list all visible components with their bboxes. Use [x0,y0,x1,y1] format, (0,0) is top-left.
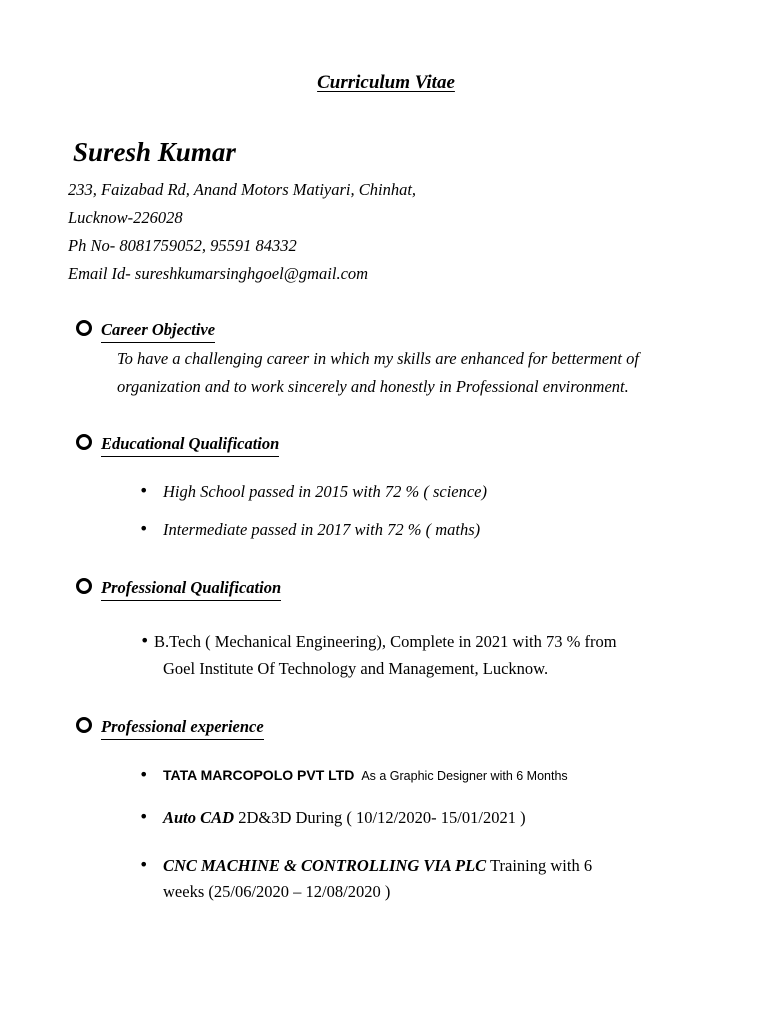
cnc-detail: Training with 6 [486,856,593,875]
professional-qualification-bullet-icon [76,578,92,594]
list-bullet-icon: • [139,481,149,500]
experience-bullet-icon [76,717,92,733]
list-bullet-icon: • [139,855,149,874]
career-objective-line-1: To have a challenging career in which my skills are enhanced for betterment of [117,349,639,368]
professional-qualification-heading: Professional Qualification [101,578,281,601]
autocad-label: Auto CAD [163,808,235,827]
list-bullet-icon: • [139,765,149,784]
experience-item-autocad [163,808,526,828]
candidate-name: Suresh Kumar [73,137,236,167]
experience-item-tata [163,767,568,785]
education-item-high-school: High School passed in 2015 with 72 % ( science) [163,482,487,501]
list-bullet-icon: • [139,519,149,538]
tata-company-name: TATA MARCOPOLO PVT LTD [163,767,355,783]
cnc-label: CNC MACHINE & CONTROLLING VIA PLC [163,856,487,875]
experience-item-cnc [163,856,592,876]
education-item-intermediate: Intermediate passed in 2017 with 72 % ( maths) [163,520,481,539]
phone-number: Ph No- 8081759052, 95591 84332 [68,236,297,255]
address-line-1: 233, Faizabad Rd, Anand Motors Matiyari, Chinhat, [68,180,417,199]
document-title: Curriculum Vitae [317,72,455,93]
cnc-duration: weeks (25/06/2020 – 12/08/2020 ) [163,882,391,901]
tata-role-detail: As a Graphic Designer with 6 Months [361,769,568,783]
career-objective-heading: Career Objective [101,320,215,343]
career-objective-line-2: organization and to work sincerely and honestly in Professional environment. [117,377,629,396]
btech-line-2: Goel Institute Of Technology and Management, Lucknow. [163,659,549,678]
education-bullet-icon [76,434,92,450]
experience-heading: Professional experience [101,717,264,740]
email-address: Email Id- sureshkumarsinghgoel@gmail.com [68,264,369,283]
address-line-2: Lucknow-226028 [68,208,183,227]
btech-line-1: B.Tech ( Mechanical Engineering), Complete in 2021 with 73 % from [154,632,617,651]
list-bullet-icon: • [140,631,150,650]
career-objective-bullet-icon [76,320,92,336]
list-bullet-icon: • [139,807,149,826]
education-heading: Educational Qualification [101,434,279,457]
autocad-detail: 2D&3D During ( 10/12/2020- 15/01/2021 ) [234,808,526,827]
